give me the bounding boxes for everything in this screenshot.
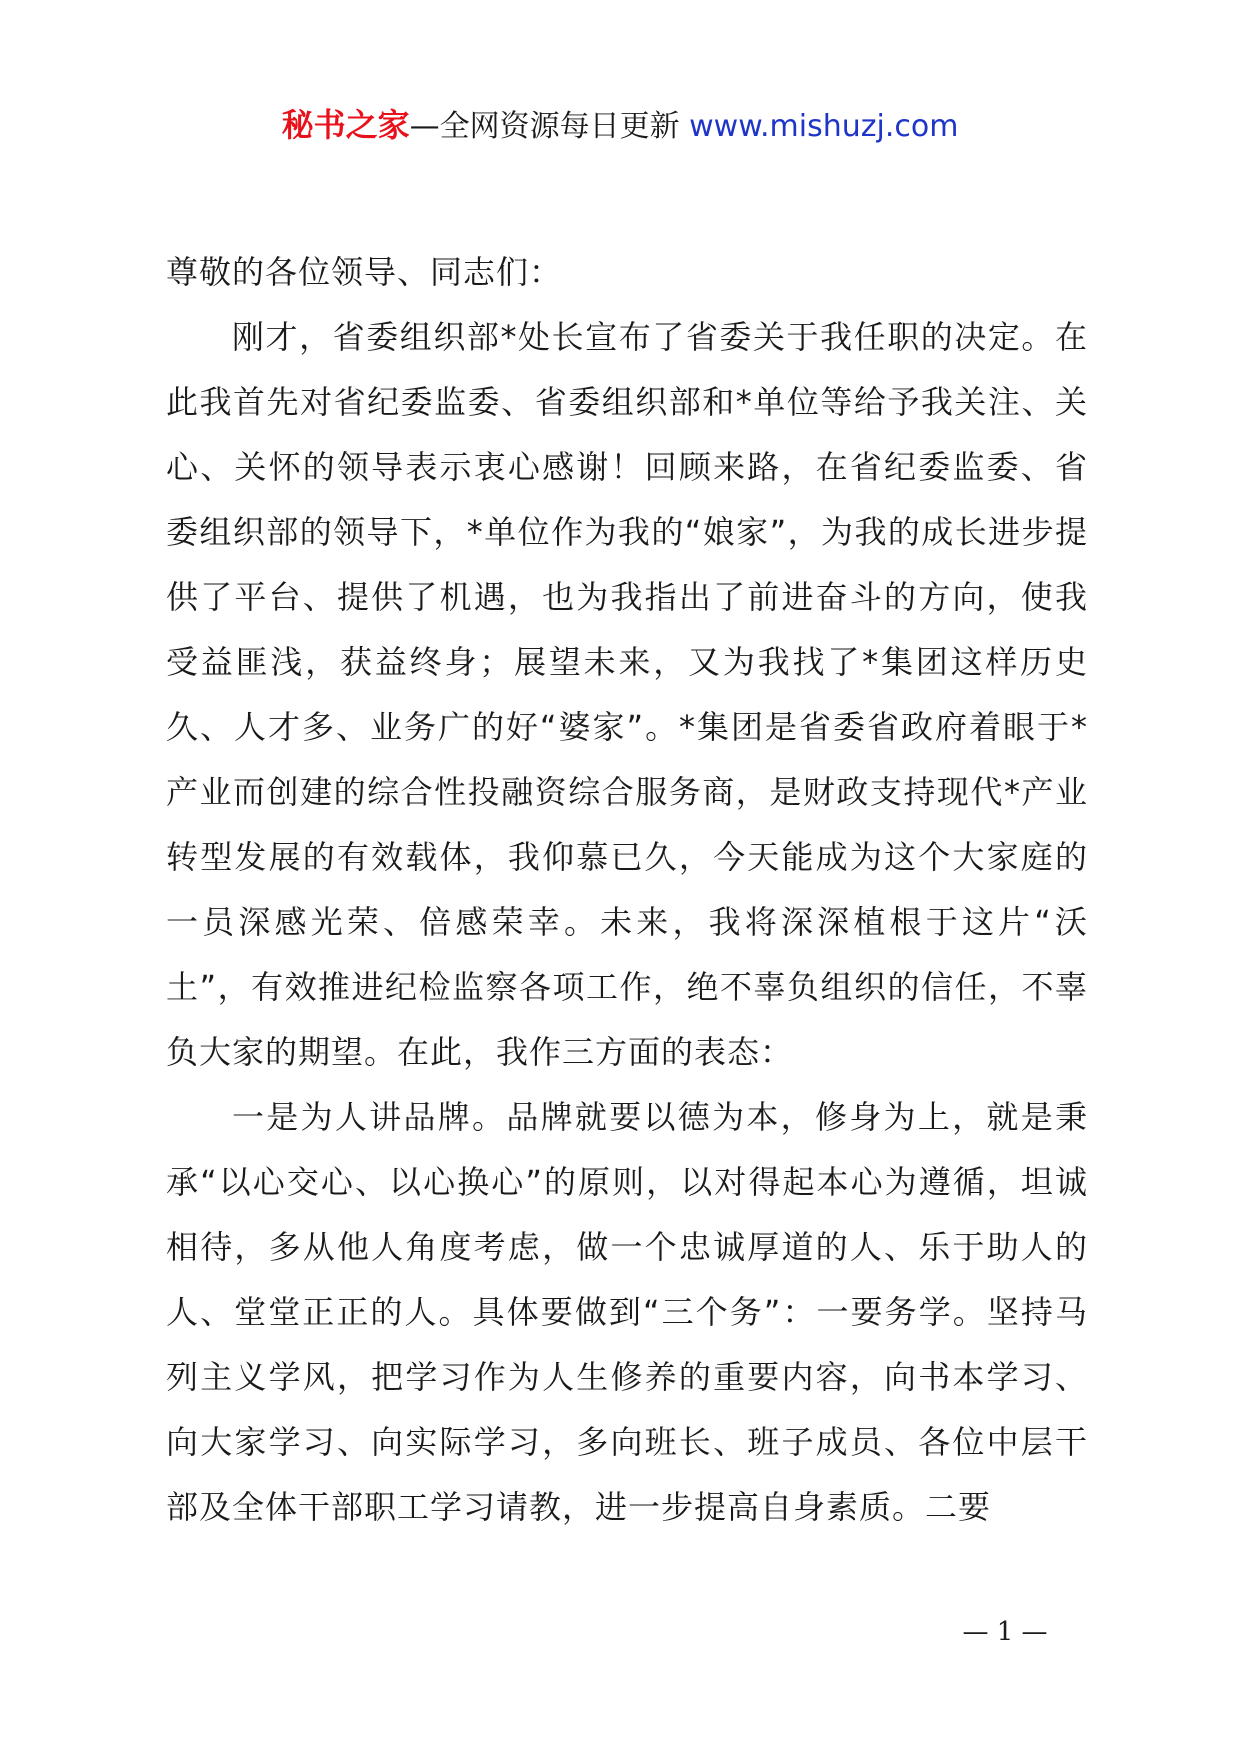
- header-tagline: —全网资源每日更新: [409, 109, 680, 144]
- page-number: — 1 —: [962, 1617, 1048, 1647]
- site-url-link[interactable]: www.mishuzj.com: [689, 109, 959, 144]
- paragraph-integrity-brand: 一是为人讲品牌。品牌就要以德为本，修身为上，就是秉承“以心交心、以心换心”的原则，以对得起本心为遵循，坦诚相待，多从他人角度考虑，做一个忠诚厚道的人、乐于助人的人、堂堂正正的人。具体要做到“三个务”：一要务学。坚持马列主义学风，把学习作为人生修养的重要内容，向书本学习、向大家学习、向实际学习，多向班长、班子成员、各位中层干部及全体干部职工学习请教，进一步提高自身素质。二要: [166, 1098, 1088, 1526]
- salutation: 尊敬的各位领导、同志们：: [166, 253, 563, 291]
- brand-name: 秘书之家: [281, 106, 410, 144]
- page-header: [0, 100, 1240, 152]
- document-body: [166, 240, 1088, 1540]
- paragraph-appointment-thanks: 刚才，省委组织部*处长宣布了省委关于我任职的决定。在此我首先对省纪委监委、省委组织部和*单位等给予我关注、关心、关怀的领导表示衷心感谢！回顾来路，在省纪委监委、省委组织部的领导下，*单位作为我的“娘家”，为我的成长进步提供了平台、提供了机遇，也为我指出了前进奋斗的方向，使我受益匪浅，获益终身；展望未来，又为我找了*集团这样历史久、人才多、业务广的好“婆家”。*集团是省委省政府着眼于*产业而创建的综合性投融资综合服务商，是财政支持现代*产业转型发展的有效载体，我仰慕已久，今天能成为这个大家庭的一员深感光荣、倍感荣幸。未来，我将深深植根于这片“沃土”，有效推进纪检监察各项工作，绝不辜负组织的信任，不辜负大家的期望。在此，我作三方面的表态：: [166, 318, 1088, 1071]
